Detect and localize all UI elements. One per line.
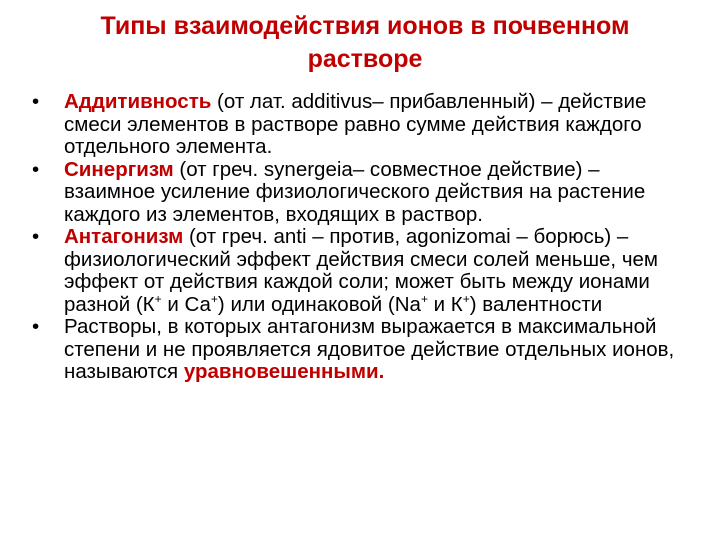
superscript-plus: + <box>210 291 218 306</box>
definition-antagonism-part-5: ) валентности <box>469 292 603 316</box>
superscript-plus: + <box>154 291 162 306</box>
list-item-synergism <box>26 159 696 227</box>
term-additivity: Аддитивность <box>64 90 212 113</box>
definition-synergism: (от греч. synergeia– совместное действие) – взаимное усиление физиологического действия на растение каждого из элементов, входящих в раствор. <box>64 157 646 226</box>
slide-title: Типы взаимодействия ионов в почвенном растворе <box>100 12 630 73</box>
definition-additivity: (от лат. additivus– прибавленный) – действие смеси элементов в растворе равно сумме действия каждого отдельного элемента. <box>64 90 647 158</box>
bullet-icon: • <box>32 315 40 338</box>
bullet-icon: • <box>32 225 40 248</box>
list-item-additivity <box>26 91 696 159</box>
statement-balanced-solutions: Растворы, в которых антагонизм выражается в максимальной степени и не проявляется ядовитое действие отдельных ионов, называются <box>64 315 675 383</box>
list-item-antagonism <box>26 226 696 316</box>
definition-antagonism-part-2: и Са <box>161 292 211 316</box>
term-antagonism: Антагонизм <box>64 225 184 248</box>
bullet-icon: • <box>32 157 40 181</box>
term-balanced: уравновешенными. <box>183 360 385 383</box>
bullet-list <box>26 91 696 384</box>
definition-antagonism-part-3: ) или одинаковой (Na <box>217 292 421 316</box>
superscript-plus: + <box>462 291 470 306</box>
definition-antagonism-part-1: (от греч. anti – против, agonizomai – борюсь) – физиологический эффект действия смеси солей меньше, чем эффект от действия каждой соли; может быть между ионами разной (К <box>64 225 658 316</box>
term-synergism: Синергизм <box>64 157 174 181</box>
superscript-plus: + <box>420 291 428 306</box>
definition-antagonism-part-4: и К <box>427 292 463 316</box>
list-item-balanced-solutions <box>26 316 696 384</box>
bullet-icon: • <box>32 90 40 113</box>
